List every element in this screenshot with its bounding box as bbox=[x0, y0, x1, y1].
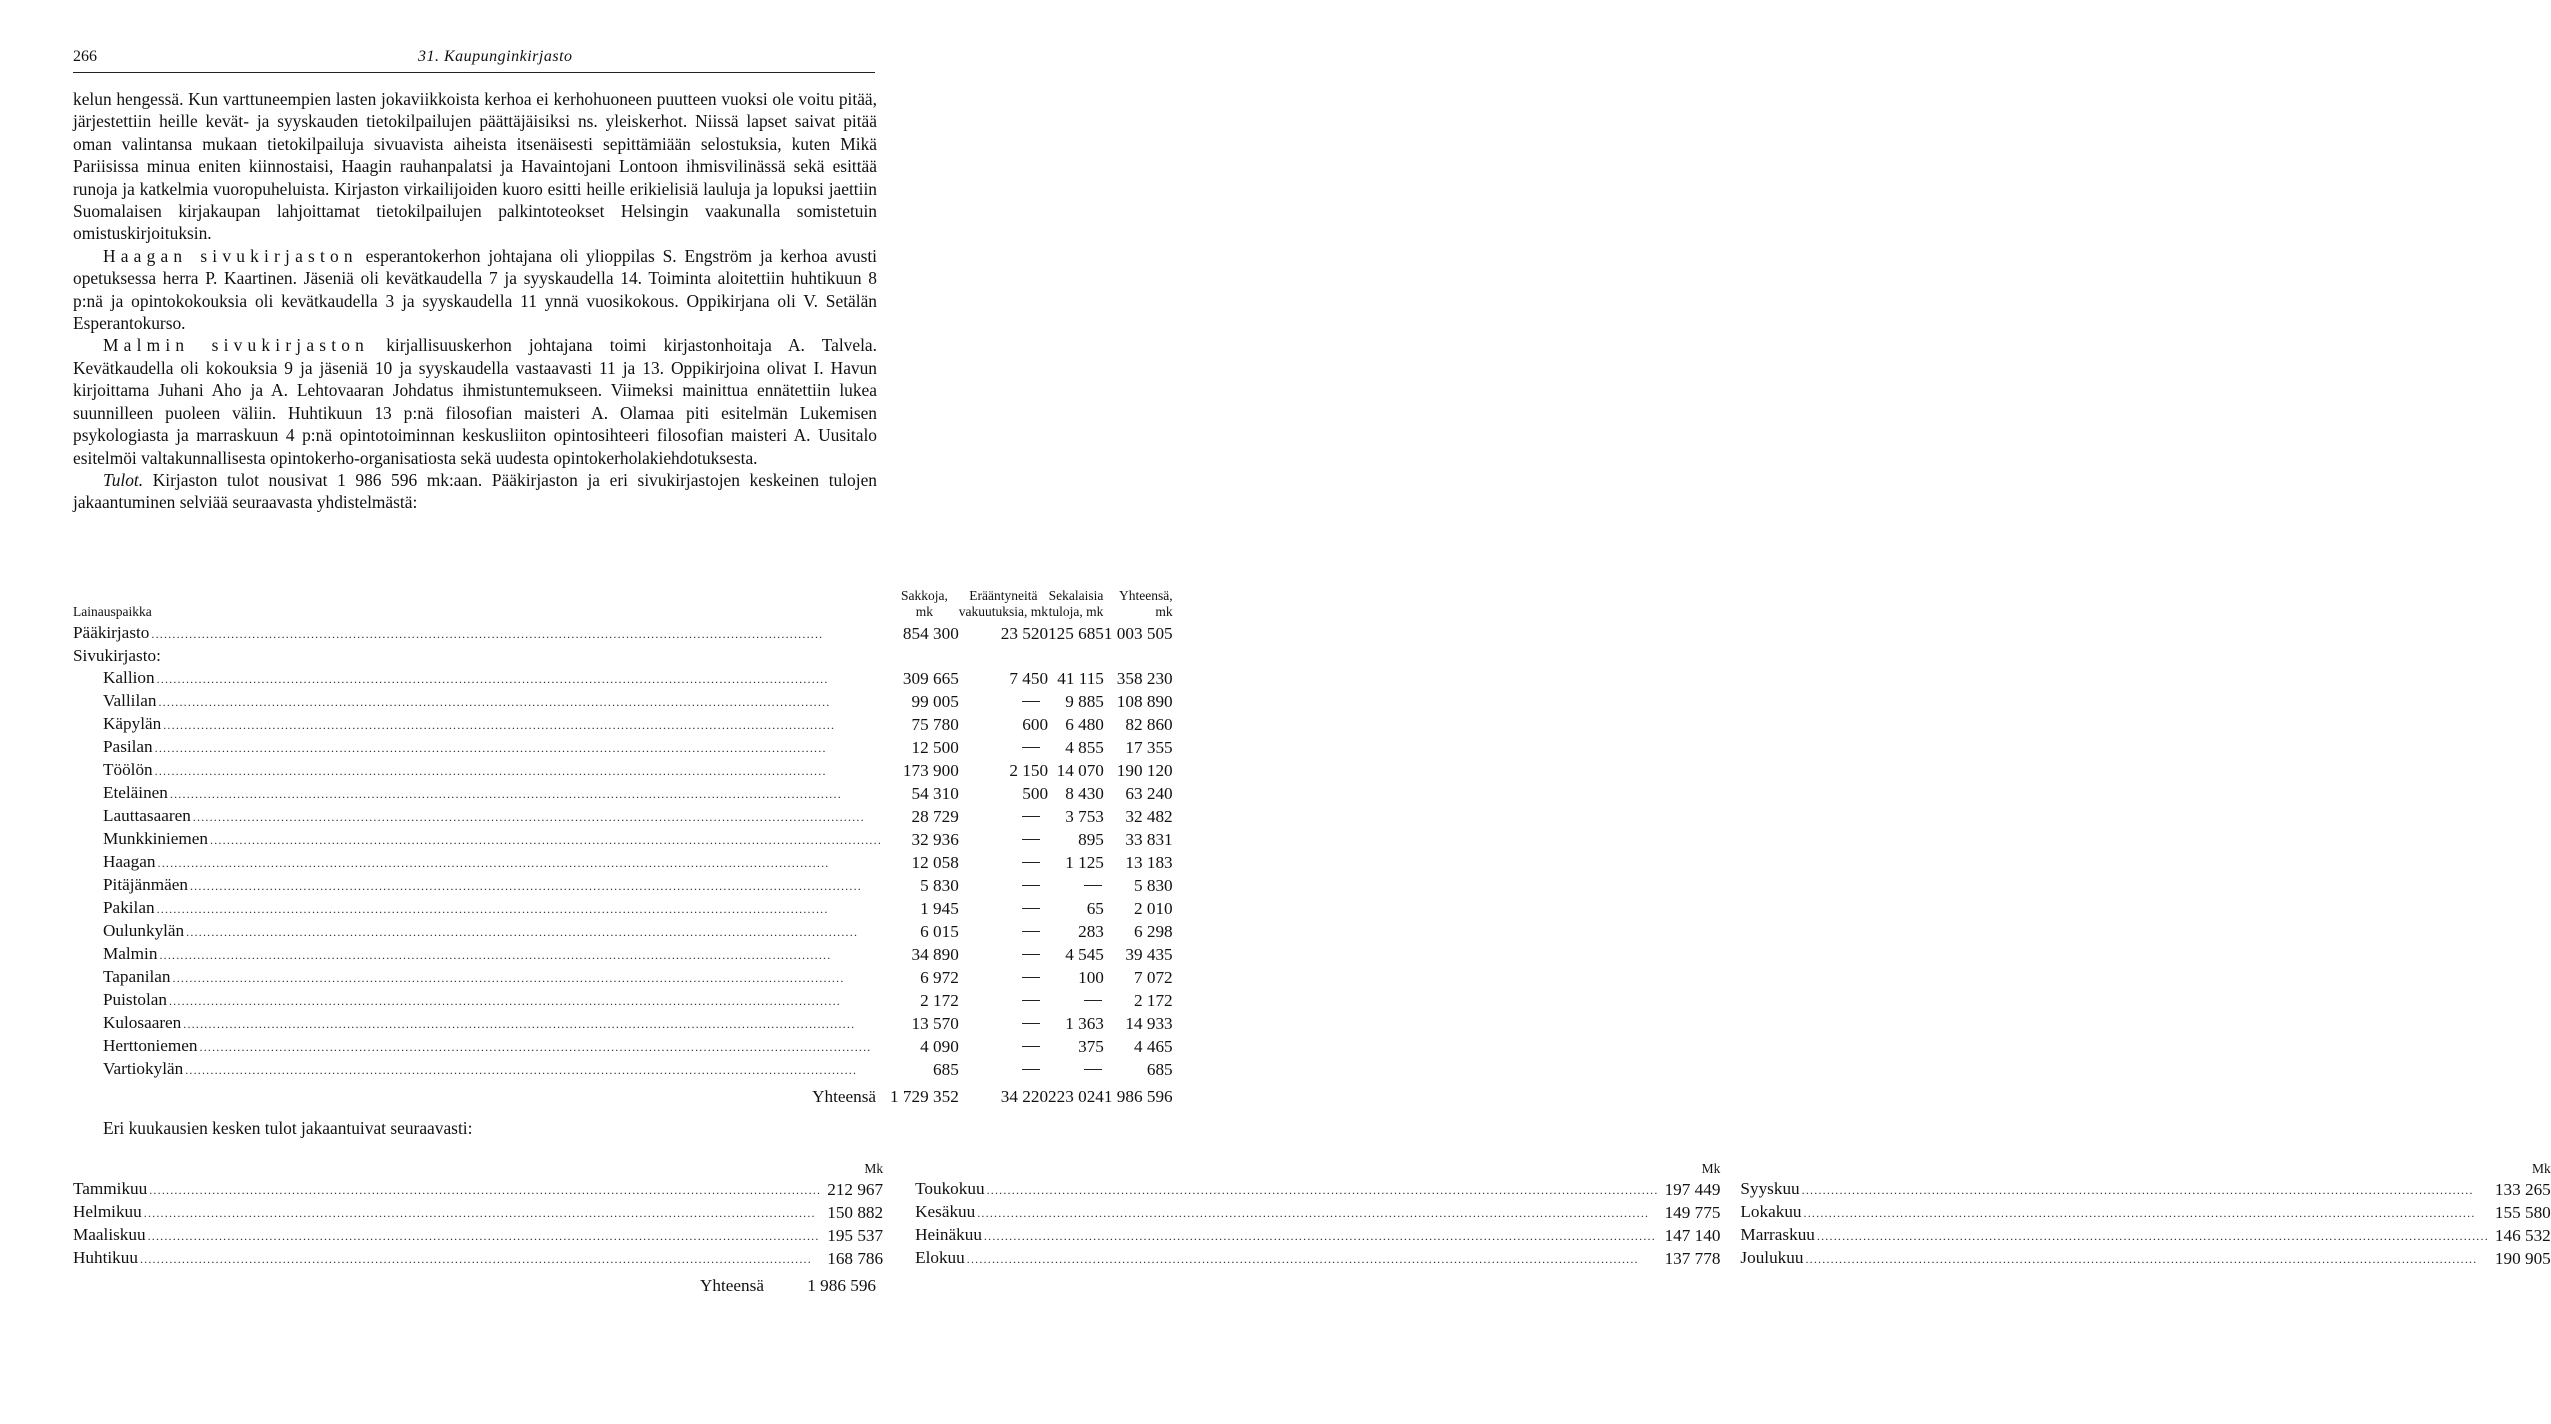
paragraph-text: kirjallisuuskerhon johtajana toimi kirjastonhoitaja A. Talvela. Kevätkaudella oli kokouksia 9 ja jäseniä 10 ja syyskaudella vastaavasti 11 ja 13. Oppikirjoina olivat I. Havun kirjoittama Juhani Aho ja A. Lehtovaaran Johdatus ihmistuntemukseen. Viimeksi mainittua ennätettiin lukea suunnilleen puoleen väliin. Huhtikuun 13 p:nä filosofian maisteri A. Olamaa piti esitelmän Lukemisen psykologiasta ja marraskuun 4 p:nä opintotoiminnan keskusliiton opintosihteeri filosofian maisteri A. Uusitalo esitelmöi valtakunnallisesta opintokerho-organisatiosta sekä uudesta opintokerholakiehdotuksesta. bbox=[73, 335, 877, 468]
leader-dots bbox=[158, 852, 883, 874]
cell: 2 010 bbox=[1133, 898, 1173, 918]
section-label: Sivukirjasto: bbox=[73, 646, 161, 665]
table-row bbox=[73, 920, 1173, 943]
cell: 358 230 bbox=[1116, 668, 1173, 688]
leader-dots bbox=[159, 944, 882, 966]
cell bbox=[959, 966, 1048, 989]
table-row bbox=[73, 1247, 2551, 1270]
dash-mark bbox=[1022, 862, 1040, 863]
branch-name: Herttoniemen bbox=[103, 1036, 198, 1055]
cell: 33 831 bbox=[1125, 829, 1173, 849]
dash-mark bbox=[1084, 1069, 1102, 1070]
table-row bbox=[73, 759, 1173, 782]
paragraph bbox=[73, 245, 877, 335]
header-cell: mk bbox=[915, 604, 934, 619]
table-row bbox=[73, 690, 1173, 713]
paragraph-text: Kirjaston tulot nousivat 1 986 596 mk:aan. Pääkirjaston ja eri sivukirjastojen keskeinen tulojen jakaantuminen selviää seuraavasta yhdistelmästä: bbox=[73, 469, 877, 513]
leader-dots bbox=[149, 1179, 821, 1201]
cell: 6 480 bbox=[1065, 714, 1104, 734]
dash-mark bbox=[1022, 1069, 1040, 1070]
cell: 190 120 bbox=[1116, 760, 1173, 780]
cell: 223 024 bbox=[1048, 1087, 1104, 1106]
cell: 2 150 bbox=[1009, 760, 1049, 780]
cell: 41 115 bbox=[1057, 668, 1104, 688]
cell: 685 bbox=[1146, 1059, 1173, 1079]
dash-mark bbox=[1022, 954, 1040, 955]
cell: 108 890 bbox=[1116, 691, 1173, 711]
cell bbox=[959, 805, 1048, 828]
leader-dots bbox=[163, 714, 882, 736]
dash-mark bbox=[1022, 885, 1040, 886]
month-name: Joulukuu bbox=[1740, 1248, 1804, 1267]
branch-name: Tapanilan bbox=[103, 967, 171, 986]
branch-name: Töölön bbox=[103, 760, 153, 779]
cell bbox=[959, 828, 1048, 851]
leader-dots bbox=[185, 1059, 882, 1081]
month-value: 195 537 bbox=[827, 1225, 884, 1245]
month-value: 212 967 bbox=[827, 1179, 884, 1199]
branch-name: Eteläinen bbox=[103, 783, 168, 802]
dash-mark bbox=[1022, 1000, 1040, 1001]
leader-dots bbox=[190, 875, 882, 897]
cell: 28 729 bbox=[911, 806, 959, 826]
table-header-row bbox=[73, 604, 1173, 622]
month-name: Syyskuu bbox=[1740, 1179, 1800, 1198]
month-value: 149 775 bbox=[1664, 1202, 1721, 1222]
cell bbox=[959, 897, 1048, 920]
branch-name: Oulunkylän bbox=[103, 921, 185, 940]
leader-dots bbox=[1817, 1225, 2489, 1247]
leader-dots bbox=[144, 1202, 821, 1224]
grand-total-value: 1 986 596 bbox=[807, 1276, 876, 1295]
leader-dots bbox=[186, 921, 882, 943]
branch-name: Kulosaaren bbox=[103, 1013, 182, 1032]
income-by-branch-table bbox=[73, 588, 1173, 1108]
month-value: 155 580 bbox=[2494, 1202, 2551, 1222]
cell bbox=[959, 1058, 1048, 1081]
cell: 99 005 bbox=[911, 691, 959, 711]
leader-dots bbox=[148, 1225, 822, 1247]
cell: 1 003 505 bbox=[1103, 623, 1173, 643]
header-cell: Lainauspaikka bbox=[73, 604, 152, 619]
leader-dots bbox=[151, 623, 882, 645]
dash-mark bbox=[1022, 908, 1040, 909]
cell: 39 435 bbox=[1125, 944, 1173, 964]
cell bbox=[959, 736, 1048, 759]
italic-heading: Tulot. bbox=[103, 469, 144, 490]
month-name: Heinäkuu bbox=[915, 1225, 982, 1244]
month-name: Marraskuu bbox=[1740, 1225, 1815, 1244]
branch-name: Pasilan bbox=[103, 737, 153, 756]
leader-dots bbox=[155, 760, 882, 782]
cell: 1 729 352 bbox=[890, 1087, 959, 1106]
header-cell: tuloja, mk bbox=[1048, 604, 1104, 619]
cell: 600 bbox=[1022, 714, 1049, 734]
table-row bbox=[73, 851, 1173, 874]
cell: 5 830 bbox=[920, 875, 959, 895]
branch-name: Vallilan bbox=[103, 691, 157, 710]
cell: 14 070 bbox=[1056, 760, 1104, 780]
table-row bbox=[73, 1058, 1173, 1081]
table-header-row bbox=[73, 1160, 2551, 1178]
branch-name: Käpylän bbox=[103, 714, 162, 733]
leader-dots bbox=[157, 898, 882, 920]
month-value: 150 882 bbox=[827, 1202, 884, 1222]
cell: 34 220 bbox=[1000, 1087, 1049, 1106]
cell: 1 986 596 bbox=[1103, 1087, 1173, 1106]
leader-dots bbox=[183, 1013, 882, 1035]
leader-dots bbox=[977, 1202, 1658, 1224]
cell bbox=[1048, 989, 1104, 1012]
paragraph-text: esperantokerhon johtajana oli ylioppilas S. Engström ja kerhoa avusti opetuksessa herra P. Kaartinen. Jäseniä oli kevätkaudella 7 ja syyskaudella 14. Toiminta aloitettiin huhtikuun 8 p:nä ja opintokokouksia oli kevätkaudella 3 ja syyskaudella 11 ynnä vuosikokous. Oppikirjana oli V. Setälän Esperantokurso. bbox=[73, 245, 877, 334]
month-name: Huhtikuu bbox=[73, 1248, 138, 1267]
branch-name: Vartiokylän bbox=[103, 1059, 184, 1078]
paragraph-text: kelun hengessä. Kun varttuneempien lasten jokaviikkoista kerhoa ei kerhohuoneen puutteen vuoksi ole voitu pitää, järjestettiin heille kevät- ja syyskauden tietokilpailujen päättäjäisiksi ns. yleiskerhot. Niissä lapset saivat pitää oman valintansa mukaan tietokilpailuja sivuavista aiheista itsenäisesti sepittämiään selostuksia, kuten Mikä Pariisissa minua eniten kiinnostaisi, Haagin rauhanpalatsi ja Havaintojani Lontoon ihmisvilinässä sekä esittää runoja ja katkelmia vuoropuheluista. Kirjaston virkailijoiden kuoro esitti heille erikielisiä lauluja ja lopuksi jaettiin Suomalaisen kirjakaupan lahjoittamat tietokilpailujen palkintoteokset Helsingin vaakunalla somistetuin omistuskirjoituksin. bbox=[73, 89, 877, 244]
cell: 5 830 bbox=[1133, 875, 1173, 895]
spaced-heading: Haagan sivukirjaston bbox=[103, 245, 358, 266]
table-row bbox=[73, 1201, 2551, 1224]
month-name: Helmikuu bbox=[73, 1202, 142, 1221]
table-row bbox=[73, 622, 1173, 645]
month-value: 146 532 bbox=[2494, 1225, 2551, 1245]
cell: 63 240 bbox=[1125, 783, 1173, 803]
leader-dots bbox=[157, 668, 882, 690]
branch-name: Lauttasaaren bbox=[103, 806, 191, 825]
table-row bbox=[73, 1012, 1173, 1035]
cell bbox=[959, 920, 1048, 943]
leader-dots bbox=[1802, 1179, 2489, 1201]
cell: 7 072 bbox=[1133, 967, 1173, 987]
table-row bbox=[73, 667, 1173, 690]
table-section-row bbox=[73, 645, 1173, 667]
cell: 309 665 bbox=[902, 668, 959, 688]
cell: 2 172 bbox=[1133, 990, 1173, 1010]
dash-mark bbox=[1022, 701, 1040, 702]
cell: 375 bbox=[1078, 1036, 1104, 1056]
header-cell: Erääntyneitä bbox=[969, 588, 1038, 603]
cell: 283 bbox=[1078, 921, 1104, 941]
header-cell: mk bbox=[1155, 604, 1173, 619]
table-row bbox=[73, 805, 1173, 828]
cell bbox=[959, 943, 1048, 966]
cell: 1 945 bbox=[920, 898, 959, 918]
table-header-row bbox=[73, 588, 1173, 604]
header-cell: Sekalaisia bbox=[1048, 588, 1104, 603]
month-name: Maaliskuu bbox=[73, 1225, 146, 1244]
cell bbox=[959, 989, 1048, 1012]
cell: 1 125 bbox=[1065, 852, 1104, 872]
cell: 6 298 bbox=[1133, 921, 1173, 941]
cell: 6 972 bbox=[920, 967, 959, 987]
leader-dots bbox=[1804, 1202, 2489, 1224]
branch-name: Malmin bbox=[103, 944, 158, 963]
cell: 32 936 bbox=[911, 829, 959, 849]
cell: 8 430 bbox=[1065, 783, 1104, 803]
cell: 82 860 bbox=[1125, 714, 1173, 734]
table-row bbox=[73, 782, 1173, 805]
cell: 2 172 bbox=[920, 990, 959, 1010]
cell: 1 363 bbox=[1065, 1013, 1104, 1033]
table-row bbox=[73, 1178, 2551, 1201]
dash-mark bbox=[1022, 1023, 1040, 1024]
cell: 23 520 bbox=[1000, 623, 1049, 643]
leader-dots bbox=[155, 737, 882, 759]
dash-mark bbox=[1022, 747, 1040, 748]
table-total-row bbox=[73, 1081, 1173, 1108]
dash-mark bbox=[1022, 977, 1040, 978]
leader-dots bbox=[210, 829, 882, 851]
monthly-intro: Eri kuukausien kesken tulot jakaantuivat seuraavasti: bbox=[103, 1118, 473, 1138]
cell bbox=[1048, 874, 1104, 897]
cell: 854 300 bbox=[902, 623, 959, 643]
total-label: Yhteensä bbox=[812, 1087, 877, 1106]
cell: 12 058 bbox=[911, 852, 959, 872]
leader-dots bbox=[984, 1225, 1659, 1247]
spaced-heading: Malmin sivukirjaston bbox=[103, 335, 370, 356]
table-row bbox=[73, 874, 1173, 897]
table-row bbox=[73, 989, 1173, 1012]
leader-dots bbox=[140, 1248, 821, 1270]
leader-dots bbox=[200, 1036, 883, 1058]
cell: 13 183 bbox=[1125, 852, 1173, 872]
branch-name: Puistolan bbox=[103, 990, 167, 1009]
cell: 13 570 bbox=[911, 1013, 959, 1033]
grand-total-label: Yhteensä bbox=[700, 1276, 764, 1295]
cell: 32 482 bbox=[1125, 806, 1173, 826]
header-cell: Sakkoja, bbox=[900, 588, 948, 603]
cell: 12 500 bbox=[911, 737, 959, 757]
leader-dots bbox=[158, 691, 882, 713]
cell: 75 780 bbox=[911, 714, 959, 734]
table-row bbox=[73, 966, 1173, 989]
paragraph bbox=[73, 469, 877, 514]
dash-mark bbox=[1022, 816, 1040, 817]
month-value: 197 449 bbox=[1664, 1179, 1721, 1199]
month-name: Lokakuu bbox=[1740, 1202, 1802, 1221]
leader-dots bbox=[170, 783, 882, 805]
month-value: 133 265 bbox=[2494, 1179, 2551, 1199]
month-name: Kesäkuu bbox=[915, 1202, 976, 1221]
cell bbox=[959, 1012, 1048, 1035]
month-name: Elokuu bbox=[915, 1248, 965, 1267]
cell: 4 855 bbox=[1065, 737, 1104, 757]
cell: 500 bbox=[1022, 783, 1049, 803]
branch-name: Haagan bbox=[103, 852, 156, 871]
cell: 6 015 bbox=[920, 921, 959, 941]
leader-dots bbox=[173, 967, 883, 989]
cell: 100 bbox=[1078, 967, 1104, 987]
month-value: 147 140 bbox=[1664, 1225, 1721, 1245]
cell: 173 900 bbox=[902, 760, 959, 780]
table-row bbox=[73, 1224, 2551, 1247]
branch-name: Pääkirjasto bbox=[73, 623, 150, 642]
cell: 4 465 bbox=[1133, 1036, 1173, 1056]
month-value: 168 786 bbox=[827, 1248, 884, 1268]
cell: 34 890 bbox=[911, 944, 959, 964]
month-name: Toukokuu bbox=[915, 1179, 985, 1198]
table-row bbox=[73, 828, 1173, 851]
unit-header: Mk bbox=[1701, 1161, 1721, 1176]
cell: 54 310 bbox=[911, 783, 959, 803]
cell: 4 090 bbox=[920, 1036, 959, 1056]
table-row bbox=[73, 943, 1173, 966]
cell bbox=[959, 1035, 1048, 1058]
branch-name: Pitäjänmäen bbox=[103, 875, 188, 894]
dash-mark bbox=[1084, 885, 1102, 886]
month-name: Tammikuu bbox=[73, 1179, 148, 1198]
cell bbox=[1048, 1058, 1104, 1081]
body-text bbox=[73, 88, 877, 514]
paragraph bbox=[73, 334, 877, 468]
cell: 9 885 bbox=[1065, 691, 1104, 711]
leader-dots bbox=[169, 990, 882, 1012]
cell: 685 bbox=[933, 1059, 959, 1079]
table-row bbox=[73, 897, 1173, 920]
table-row bbox=[73, 1035, 1173, 1058]
header-cell: Yhteensä, bbox=[1119, 588, 1173, 603]
dash-mark bbox=[1022, 931, 1040, 932]
unit-header: Mk bbox=[2531, 1161, 2551, 1176]
leader-dots bbox=[193, 806, 882, 828]
cell: 65 bbox=[1086, 898, 1104, 918]
cell bbox=[959, 874, 1048, 897]
monthly-income-table bbox=[73, 1160, 2551, 1270]
dash-mark bbox=[1022, 839, 1040, 840]
cell bbox=[959, 690, 1048, 713]
branch-name: Kallion bbox=[103, 668, 155, 687]
leader-dots bbox=[1805, 1248, 2488, 1270]
cell: 7 450 bbox=[1009, 668, 1049, 688]
cell: 14 933 bbox=[1125, 1013, 1173, 1033]
month-value: 137 778 bbox=[1664, 1248, 1721, 1268]
paragraph bbox=[73, 88, 877, 245]
branch-name: Munkkiniemen bbox=[103, 829, 209, 848]
cell bbox=[959, 851, 1048, 874]
unit-header: Mk bbox=[864, 1161, 884, 1176]
dash-mark bbox=[1084, 1000, 1102, 1001]
cell: 17 355 bbox=[1125, 737, 1173, 757]
running-header bbox=[73, 46, 875, 73]
cell: 125 685 bbox=[1048, 623, 1104, 643]
cell: 895 bbox=[1078, 829, 1104, 849]
table-row bbox=[73, 736, 1173, 759]
running-title: 31. Kaupunginkirjasto bbox=[418, 48, 573, 65]
branch-name: Pakilan bbox=[103, 898, 155, 917]
leader-dots bbox=[967, 1248, 1659, 1270]
cell: 3 753 bbox=[1065, 806, 1104, 826]
page-number: 266 bbox=[73, 48, 97, 65]
leader-dots bbox=[987, 1179, 1659, 1201]
table-row bbox=[73, 713, 1173, 736]
cell: 4 545 bbox=[1065, 944, 1104, 964]
header-cell: vakuutuksia, mk bbox=[958, 604, 1049, 619]
dash-mark bbox=[1022, 1046, 1040, 1047]
month-value: 190 905 bbox=[2494, 1248, 2551, 1268]
